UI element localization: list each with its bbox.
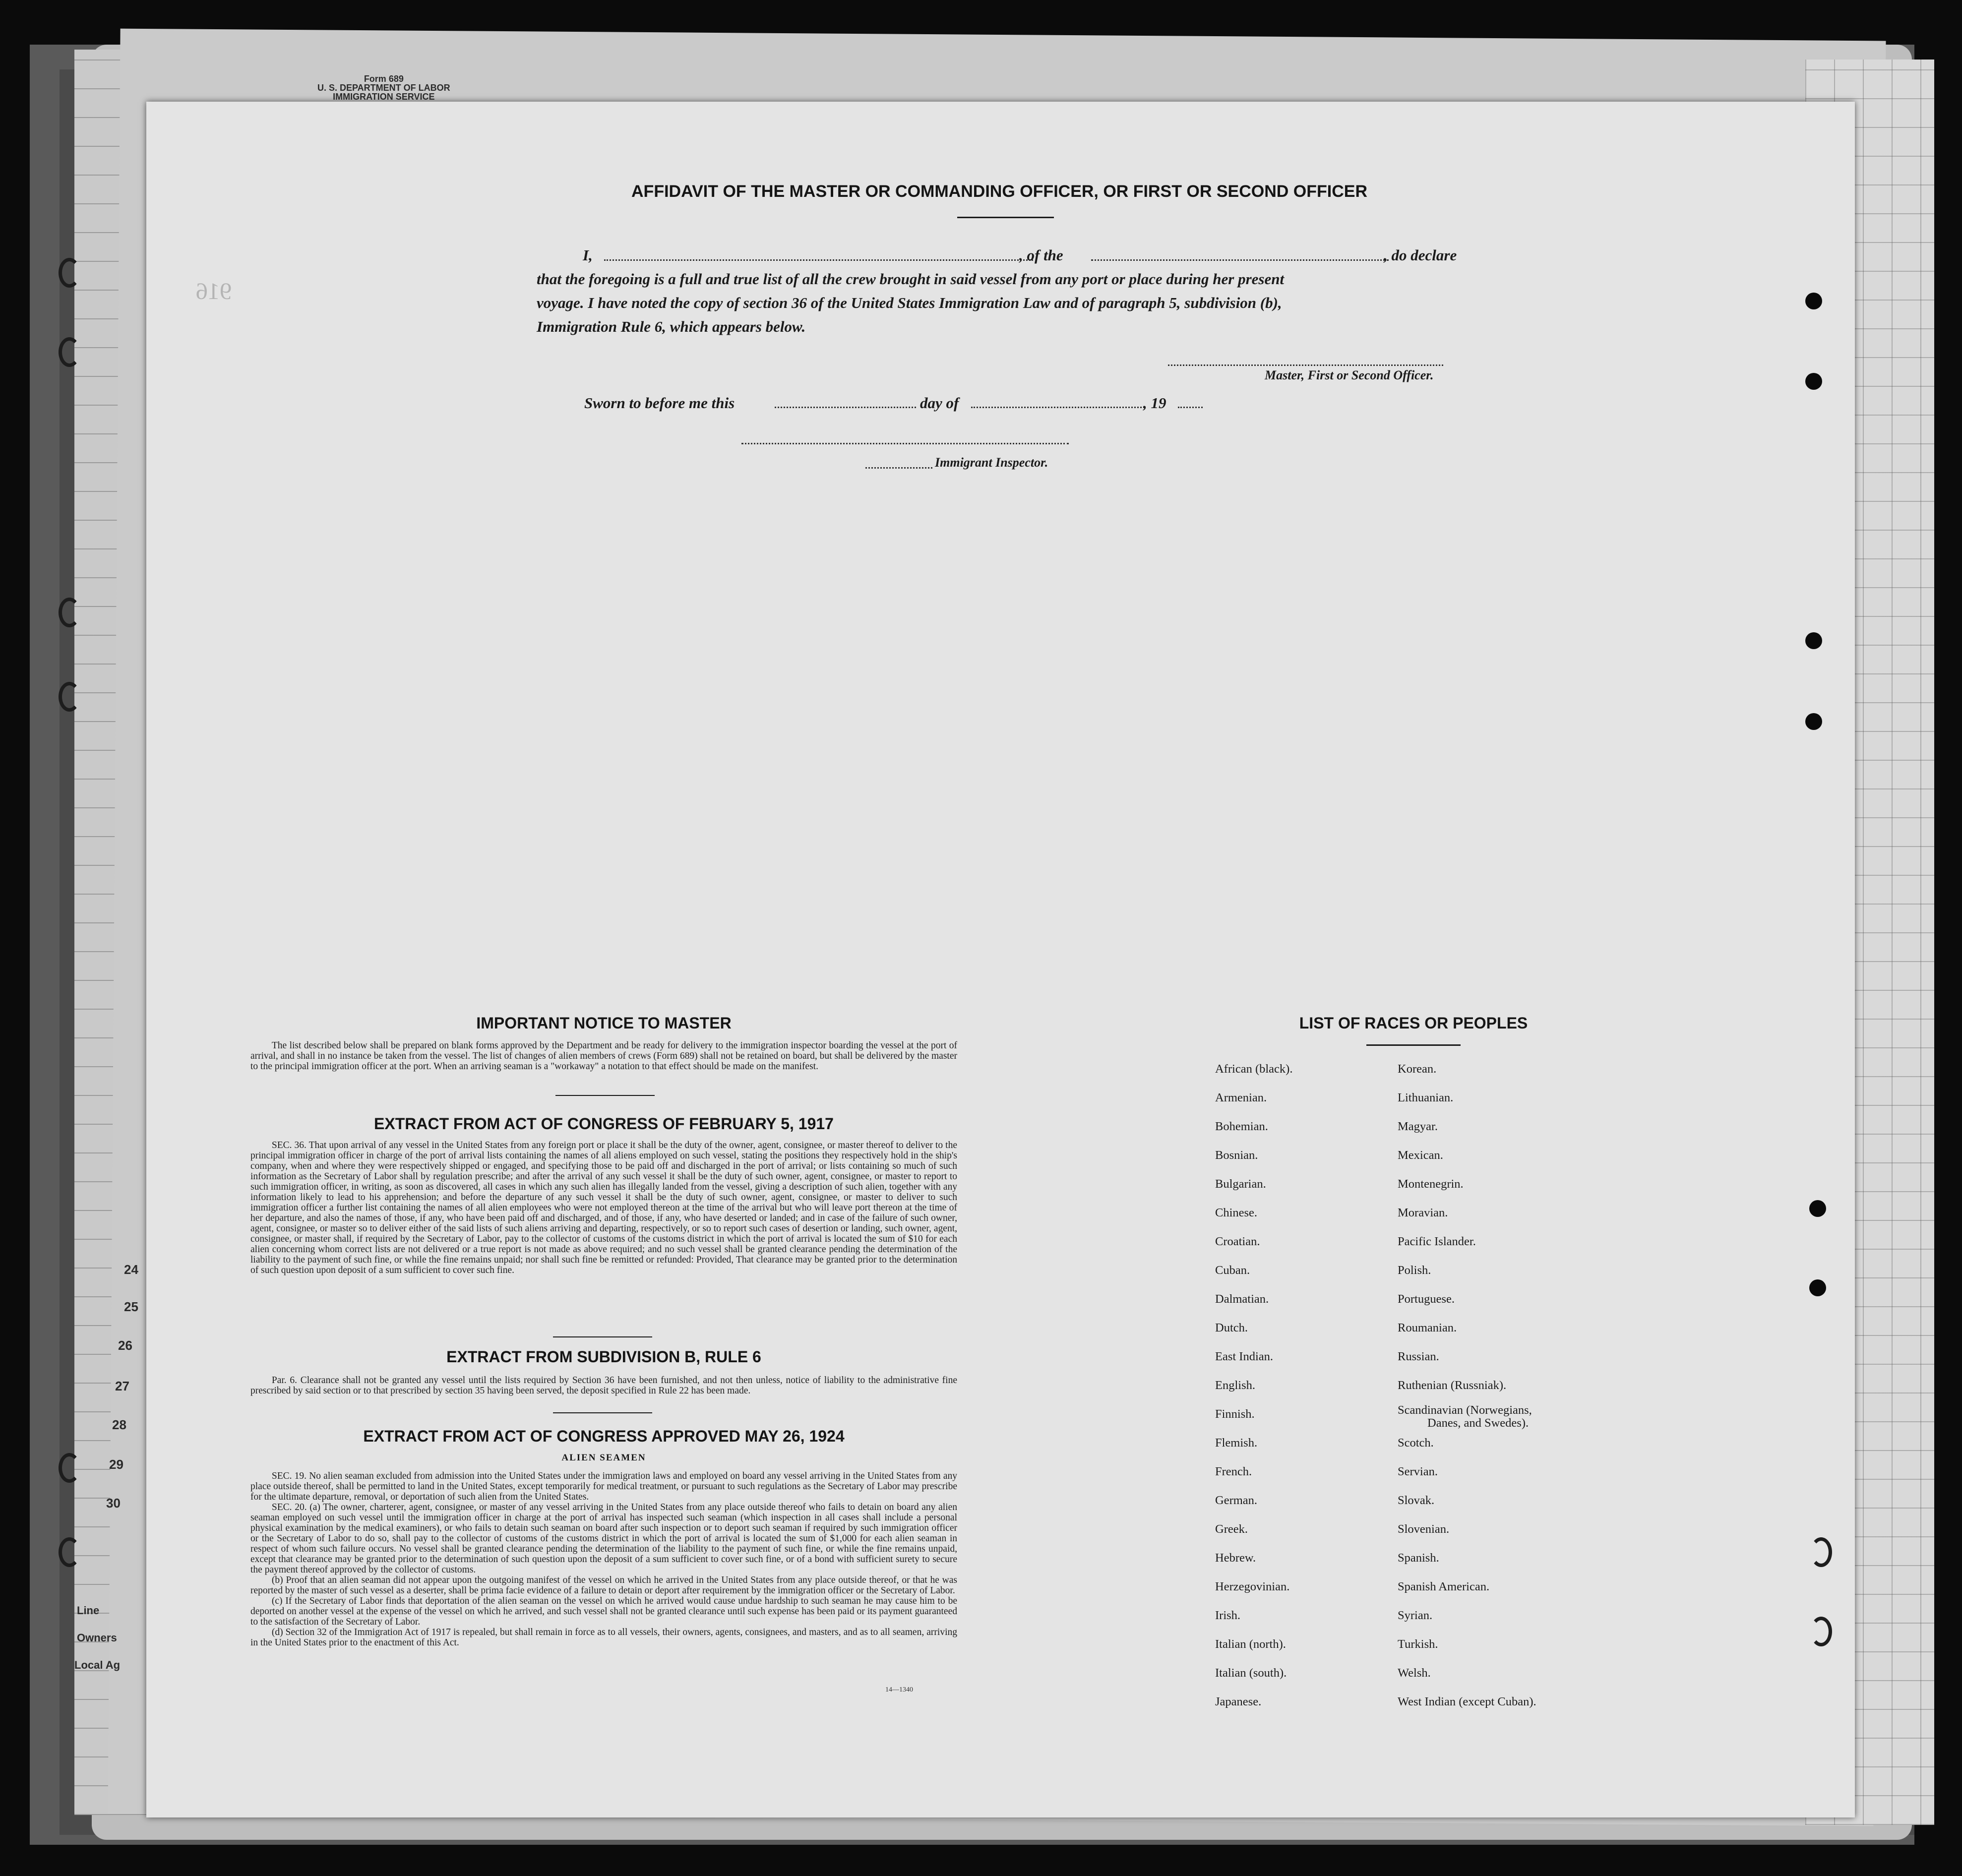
row-number: 27 [115,1379,129,1393]
race-item: Italian (north). [1215,1637,1286,1651]
year-label: , 19 [1143,394,1166,412]
race-item: Dalmatian. [1215,1292,1269,1306]
section-rule [555,1095,655,1096]
race-item: Pacific Islander. [1398,1235,1476,1248]
race-item: Montenegrin. [1398,1177,1464,1191]
affidavit-title: AFFIDAVIT OF THE MASTER OR COMMANDING OFFICER, OR FIRST OR SECOND OFFICER [631,182,1367,201]
affidavit-text-line1: that the foregoing is a full and true list of all the crew brought in said vessel from any port or place during her present [537,270,1285,288]
extract-1924-sec20b: (b) Proof that an alien seaman did not appear upon the outgoing manifest of the vessel on which he arrived in the United States from any place outside thereof, or that he was reported by the master of such vessel as a deserter, shall be prima facie evidence of a failure to detain or deport after requirement by the immigration officer or the Secretary of Labor. [250,1575,957,1596]
race-item: German. [1215,1494,1258,1507]
race-item: Hebrew. [1215,1551,1256,1565]
races-title: LIST OF RACES OR PEOPLES [1299,1014,1528,1032]
race-item: Herzegovinian. [1215,1580,1290,1593]
section-rule [553,1336,652,1337]
race-item: Scandinavian (Norwegians, [1398,1403,1532,1417]
races-rule [1366,1044,1461,1046]
race-item: Croatian. [1215,1235,1260,1248]
do-declare-label: , do declare [1384,246,1457,264]
race-item: Flemish. [1215,1436,1258,1450]
extract-rule6-title: EXTRACT FROM SUBDIVISION B, RULE 6 [446,1348,761,1366]
race-item: Bulgarian. [1215,1177,1266,1191]
form-header [317,74,450,101]
race-item: Lithuanian. [1398,1091,1454,1104]
day-of-label: day of [920,394,959,412]
form-number: Form 689 [364,74,404,84]
row-number: 29 [109,1457,123,1472]
race-item: Mexican. [1398,1149,1443,1162]
race-item: Japanese. [1215,1695,1262,1708]
print-code: 14—1340 [885,1686,913,1694]
race-item: Spanish American. [1398,1580,1490,1593]
race-item: West Indian (except Cuban). [1398,1695,1536,1708]
race-item: Dutch. [1215,1321,1248,1334]
row-number: 25 [124,1299,138,1314]
form-department: U. S. DEPARTMENT OF LABOR [317,83,450,93]
of-the-label: , of the [1019,246,1063,264]
row-number: 28 [112,1417,126,1432]
master-caption: Master, First or Second Officer. [1265,368,1434,382]
race-item: Roumanian. [1398,1321,1457,1334]
binder-hole [59,1453,80,1483]
form-service: IMMIGRATION SERVICE [333,92,435,102]
binder-hole [1805,713,1822,730]
name-field[interactable] [604,259,1033,261]
binder-hole [59,598,80,627]
race-item: Korean. [1398,1062,1437,1076]
binder-hole [59,258,80,288]
year-field[interactable] [1178,407,1203,408]
extract-1917-title: EXTRACT FROM ACT OF CONGRESS OF FEBRUARY 5, 1917 [374,1115,834,1133]
sworn-label: Sworn to before me this [584,394,735,412]
row-number: 24 [124,1262,138,1277]
footer-label: Line [77,1604,100,1617]
race-item: Slovak. [1398,1494,1435,1507]
race-item: Magyar. [1398,1120,1438,1133]
vessel-field[interactable] [1091,259,1389,261]
extract-1924-sec19: SEC. 19. No alien seaman excluded from admission into the United States under the immigration laws and employed on board any vessel arriving in the United States from any place outside thereof, shall be permitted to land in the United States, except temporarily for medical treatment, or pursuant to such regulations as the Secretary of Labor may prescribe for the ultimate departure, removal, or deportation of such alien from the United States. [250,1471,957,1502]
binder-hole [1809,1279,1826,1296]
affidavit-text-line3: Immigration Rule 6, which appears below. [537,318,806,335]
race-item: Scotch. [1398,1436,1434,1450]
extract-1924-sec20c: (c) If the Secretary of Labor finds that deportation of the alien seaman on the vessel on which he arrived would cause undue hardship to such seaman he may cause him to be deported on another vessel at the expense of the vessel on which he arrived, and such vessel shall not be granted clearance until such expense has been paid or its payment guaranteed to the satisfaction of the Secretary of Labor. [250,1596,957,1627]
race-item: Italian (south). [1215,1666,1287,1680]
row-number: 30 [106,1496,121,1511]
race-item-continuation: Danes, and Swedes). [1427,1416,1529,1430]
binder-hole [1810,1537,1832,1567]
binder-hole [1809,1200,1826,1217]
race-item: Welsh. [1398,1666,1431,1680]
binder-hole [1805,293,1822,309]
binder-hole [1810,1617,1832,1646]
binder-hole [1805,373,1822,390]
binder-hole [1805,632,1822,649]
day-field[interactable] [775,407,916,408]
binder-hole [59,682,80,712]
extract-1924-sec20d: (d) Section 32 of the Immigration Act of 1917 is repealed, but shall remain in force as to all vessels, their owners, agents, consignees, and masters, and as to all seamen, arriving in the United States prior to the enactment of this Act. [250,1627,957,1648]
title-rule [957,217,1054,218]
race-item: Ruthenian (Russniak). [1398,1379,1507,1392]
footer-label: Local Ag [74,1659,121,1671]
extract-1924-title: EXTRACT FROM ACT OF CONGRESS APPROVED MAY 26, 1924 [363,1427,845,1445]
race-item: Chinese. [1215,1206,1258,1219]
extract-1924-subtitle: ALIEN SEAMEN [561,1452,646,1463]
race-item: Moravian. [1398,1206,1448,1219]
master-signature-field[interactable] [1168,364,1443,366]
race-item: Syrian. [1398,1609,1433,1622]
race-item: Servian. [1398,1465,1438,1478]
section-rule [553,1412,652,1413]
extract-1917-body: SEC. 36. That upon arrival of any vessel in the United States from any foreign port or place it shall be the duty of the owner, agent, consignee, or master thereof to deliver to the principal immigration officer in charge of the port of arrival lists containing the names of all aliens employed on such vessel, stating the positions they respectively hold in the ship's company, when and where they were respectively shipped or engaged, and specifying those to be paid off and discharged in the port of arrival; or lists containing so much of such information as the Secretary of Labor shall by regulation prescribe; and after the arrival of any such vessel it shall be the duty of such owner, agent, consignee, or master to report to such immigration officer, in writing, as soon as discovered, all cases in which any such alien has illegally landed from the vessel, giving a description of such alien, together with any information likely to lead to his apprehension; and before the departure of any such vessel it shall be the duty of such owner, agent, consignee, or master to deliver to such immigration officer a further list containing the names of all alien employees who were not employed thereon at the time of the arrival but who will leave port thereon at the time of her departure, and also the names of those, if any, who have been paid off and discharged, and of those, if any, who have deserted or landed; and in case of the failure of such owner, agent, consignee, or master so to deliver either of the said lists of such aliens arriving and departing, respectively, or so to report such cases of desertion or landing, such owner, agent, consignee, or master shall, if required by the Secretary of Labor, pay to the collector of customs of the customs district in which the port of arrival is located the sum of $10 for each alien concerning whom correct lists are not delivered or a true report is not made as above required; and no such vessel shall be granted clearance pending the determination of the liability to the payment of such fine, or while the fine remains unpaid; nor shall such fine be remitted or refunded: Provided, That clearance may be granted prior to the determination of such question upon deposit of a sum sufficient to cover such fine. [250,1140,957,1275]
binder-hole [59,337,80,367]
race-item: Finnish. [1215,1407,1255,1421]
race-item: Bohemian. [1215,1120,1268,1133]
month-field[interactable] [971,407,1145,408]
race-item: Greek. [1215,1522,1248,1536]
race-item: Polish. [1398,1264,1431,1277]
row-number: 26 [118,1338,132,1353]
race-item: Armenian. [1215,1091,1267,1104]
extract-rule6-body: Par. 6. Clearance shall not be granted any vessel until the lists required by Section 36 have been furnished, and not then unless, notice of liability to the administrative fine prescribed by said section or to that prescribed by section 35 having been served, the deposit specified in Rule 22 has been made. [250,1375,957,1396]
race-item: Bosnian. [1215,1149,1258,1162]
binder-hole [59,1537,80,1567]
race-item: Turkish. [1398,1637,1438,1651]
stamp-number: 916 [196,278,232,304]
race-item: Russian. [1398,1350,1439,1363]
race-item: Irish. [1215,1609,1241,1622]
affidavit-text-line2: voyage. I have noted the copy of section 36 of the United States Immigration Law and of paragraph 5, subdivision (b), [537,294,1282,311]
race-item: African (black). [1215,1062,1293,1076]
notice-title: IMPORTANT NOTICE TO MASTER [476,1014,732,1032]
extract-1924-sec20a: SEC. 20. (a) The owner, charterer, agent, consignee, or master of any vessel arriving in the United States from any place outside thereof who fails to detain on board any alien seaman employed on such vessel until the immigration officer in charge at the port of arrival has inspected such seaman (which inspection in all cases shall include a personal physical examination by the medical examiners), or who fails to detain such seaman on board after such inspection or to deport such seaman if required by such immigration officer or the Secretary of Labor to do so, shall pay to the collector of customs of the customs district in which the port of arrival is located the sum of $1,000 for each alien seaman in respect of whom such failure occurs. No vessel shall be granted clearance pending the determination of the liability to the payment of such fine, or while the fine remains unpaid, except that clearance may be granted prior to the determination of such question upon the deposit of a sum sufficient to cover such fine, or of a bond with sufficient surety to secure the payment thereof approved by the collector of customs. [250,1502,957,1575]
race-item: Spanish. [1398,1551,1439,1565]
i-label: I, [583,246,593,264]
race-item: English. [1215,1379,1255,1392]
extract-1924-body [250,1471,957,1648]
race-item: East Indian. [1215,1350,1274,1363]
footer-label: Owners [77,1632,117,1644]
inspector-rule [865,467,932,469]
notice-body: The list described below shall be prepared on blank forms approved by the Department and be ready for delivery to the immigration inspector boarding the vessel at the port of arrival, and shall in no instance be taken from the vessel. The list of changes of alien members of crews (Form 689) shall not be retained on board, but shall be delivered by the master to the principal immigration officer at the port. When an arriving seaman is a "workaway" a notation to that effect should be made on the manifest. [250,1040,957,1072]
race-item: Portuguese. [1398,1292,1455,1306]
race-item: Cuban. [1215,1264,1250,1277]
race-item: Slovenian. [1398,1522,1450,1536]
inspector-caption: Immigrant Inspector. [935,455,1048,470]
inspector-signature-field[interactable] [741,443,1069,444]
race-item: French. [1215,1465,1252,1478]
